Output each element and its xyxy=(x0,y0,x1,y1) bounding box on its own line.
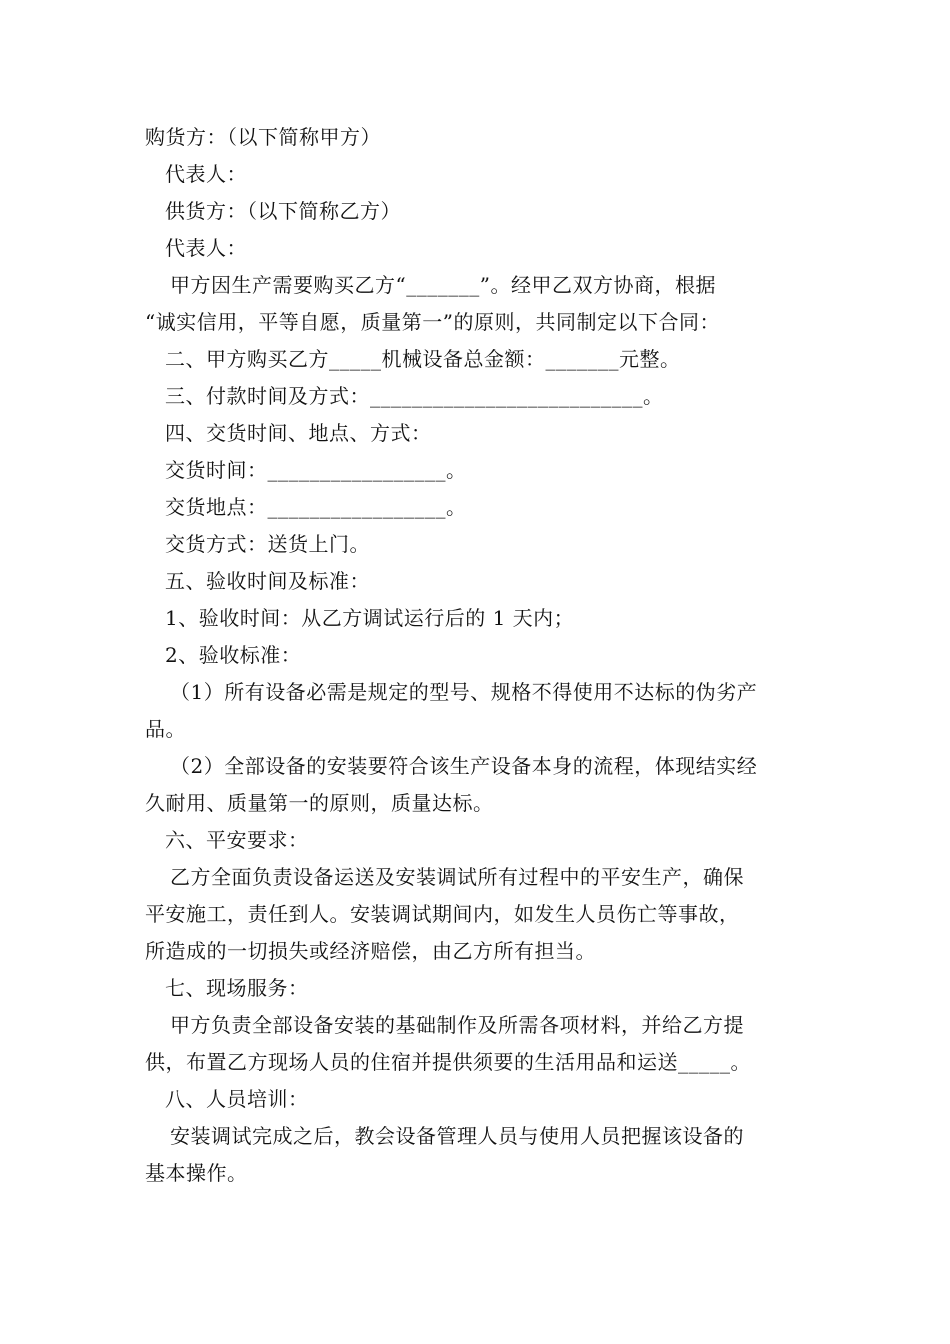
acceptance-standard-heading: 2、验收标准： xyxy=(165,643,302,667)
onsite-service-line-2: 供，布置乙方现场人员的住宿并提供须要的生活用品和运送_____。 xyxy=(145,1050,751,1074)
training-line-2: 基本操作。 xyxy=(145,1161,248,1185)
delivery-place-line: 交货地点：_________________。 xyxy=(165,495,467,519)
clause-8-heading: 八、人员培训： xyxy=(165,1087,309,1111)
buyer-line: 购货方：（以下简称甲方） xyxy=(145,125,381,149)
preamble-line-1: 甲方因生产需要购买乙方“_______”。经甲乙双方协商，根据 xyxy=(170,273,716,297)
standard-1-line-2: 品。 xyxy=(145,717,186,741)
clause-4-heading: 四、交货时间、地点、方式： xyxy=(165,421,432,445)
onsite-service-line-1: 甲方负责全部设备安装的基础制作及所需各项材料，并给乙方提 xyxy=(170,1013,744,1037)
clause-5-heading: 五、验收时间及标准： xyxy=(165,569,370,593)
clause-2-line: 二、甲方购买乙方_____机械设备总金额：_______元整。 xyxy=(165,347,681,371)
training-line-1: 安装调试完成之后，教会设备管理人员与使用人员把握该设备的 xyxy=(170,1124,744,1148)
safety-line-3: 所造成的一切损失或经济赔偿，由乙方所有担当。 xyxy=(145,939,596,963)
safety-line-1: 乙方全面负责设备运送及安装调试所有过程中的平安生产，确保 xyxy=(170,865,744,889)
clause-7-heading: 七、现场服务： xyxy=(165,976,309,1000)
delivery-method-line: 交货方式：送货上门。 xyxy=(165,532,370,556)
clause-6-heading: 六、平安要求： xyxy=(165,828,309,852)
standard-1-line-1: （1）所有设备必需是规定的型号、规格不得使用不达标的伪劣产 xyxy=(170,680,758,704)
standard-2-line-2: 久耐用、质量第一的原则，质量达标。 xyxy=(145,791,494,815)
delivery-time-line: 交货时间：_________________。 xyxy=(165,458,467,482)
safety-line-2: 平安施工，责任到人。安装调试期间内，如发生人员伤亡等事故， xyxy=(145,902,740,926)
preamble-line-2: “诚实信用，平等自愿，质量第一”的原则，共同制定以下合同： xyxy=(145,310,720,334)
standard-2-line-1: （2）全部设备的安装要符合该生产设备本身的流程，体现结实经 xyxy=(170,754,758,778)
acceptance-time-line: 1、验收时间：从乙方调试运行后的 1 天内； xyxy=(165,606,575,630)
clause-3-line: 三、付款时间及方式：__________________________。 xyxy=(165,384,664,408)
supplier-line: 供货方：（以下简称乙方） xyxy=(165,199,401,223)
supplier-representative-line: 代表人： xyxy=(165,236,247,260)
buyer-representative-line: 代表人： xyxy=(165,162,247,186)
